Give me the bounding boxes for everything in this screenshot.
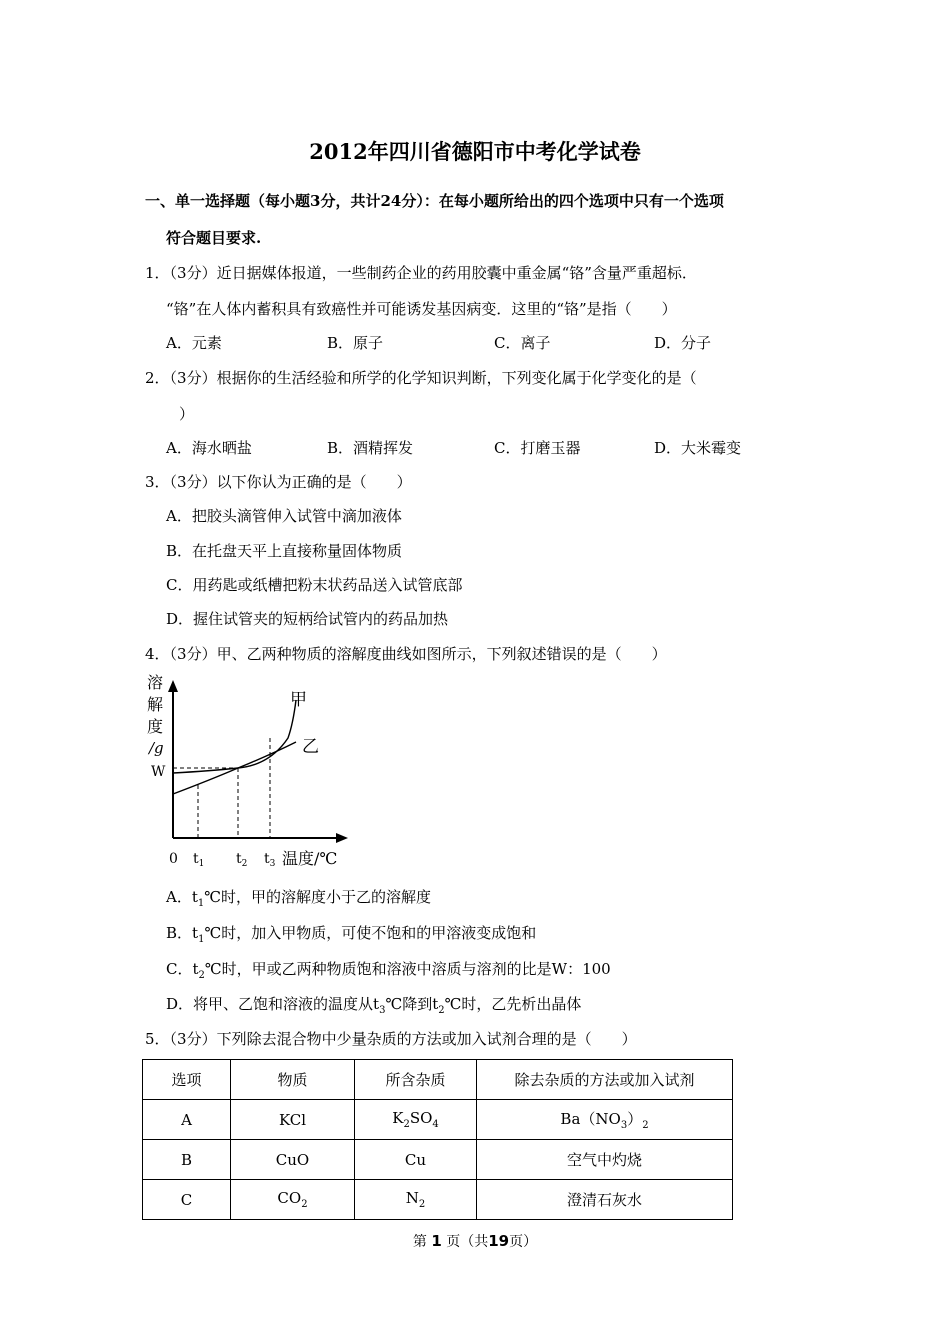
x-axis-arrow [336,833,348,843]
table-cell-option: A [143,1100,231,1140]
q3-option-d[interactable]: D．握住试管夹的短柄给试管内的药品加热 [166,610,449,628]
page-number: 1 [431,1232,442,1250]
table-header-cell: 所含杂质 [355,1060,477,1100]
q5-table [142,1059,733,1220]
y-axis-label-4: /g [149,739,164,757]
q4-option-c[interactable]: C．$t_2℃$时，甲或乙两种物质饱和溶液中溶质与溶剂的比是W：100 [166,960,611,981]
table-cell-method: $Ba(NO_3)_2$ [477,1100,733,1140]
table-header-cell: 选项 [143,1060,231,1100]
origin-label: 0 [169,851,178,867]
q4-option-a[interactable]: A．$t_1℃$时，甲的溶解度小于乙的溶解度 [166,888,432,909]
table-cell-impurity: Cu [355,1140,477,1180]
tick-t3: $t_3$ [264,851,276,869]
question-3: 3．（3分）以下你认为正确的是（ ） [145,473,412,491]
q3-option-c[interactable]: C．用药匙或纸槽把粉末状药品送入试管底部 [166,576,463,594]
curve-jia-label: 甲 [290,690,307,710]
table-cell-option: B [143,1140,231,1180]
page-total: 19 [488,1232,510,1250]
q1-option-d[interactable]: D．分子 [654,334,712,352]
y-axis-label-1: 溶 [147,673,164,692]
page-footer: 第 1 页（共19页） [412,1232,538,1250]
table-cell-substance: $CO_2$ [231,1180,355,1220]
q1-option-a[interactable]: A．元素 [166,334,222,352]
table-cell-impurity: $K_2SO_4$ [355,1100,477,1140]
table-row [143,1180,733,1220]
question-1: 1．（3分）近日据媒体报道，一些制药企业的药用胶囊中重金属“铬”含量严重超标． [145,264,697,282]
section-heading: 一、单一选择题（每小题3分，共计24分）：在每小题所给出的四个选项中只有一个选项 [145,192,724,210]
table-header-row [143,1060,733,1100]
table-cell-substance: CuO [231,1140,355,1180]
q2-option-d[interactable]: D．大米霉变 [654,439,742,457]
w-label: W [151,764,166,780]
tick-t2: $t_2$ [236,851,248,869]
question-2-cont: ） [179,405,195,423]
q1-option-b[interactable]: B．原子 [327,334,384,352]
table-header-cell: 除去杂质的方法或加入试剂 [477,1060,733,1100]
q2-option-a[interactable]: A．海水晒盐 [166,439,252,457]
curve-yi-label: 乙 [302,737,319,757]
y-axis-label-2: 解 [147,695,164,714]
y-axis-label-3: 度 [147,717,164,736]
y-axis-arrow [168,680,178,692]
table-row [143,1140,733,1180]
table-cell-impurity: $N_2$ [355,1180,477,1220]
tick-t1: $t_1$ [193,851,205,869]
q2-option-b[interactable]: B．酒精挥发 [327,439,414,457]
q4-option-b[interactable]: B．$t_1℃$时，加入甲物质，可使不饱和的甲溶液变成饱和 [166,924,537,945]
q2-option-c[interactable]: C．打磨玉器 [494,439,581,457]
table-cell-option: C [143,1180,231,1220]
page-title: 2012年四川省德阳市中考化学试卷 [309,139,641,164]
question-1-cont: “铬”在人体内蓄积具有致癌性并可能诱发基因病变．这里的“铬”是指（ ） [166,300,677,318]
curve-jia [173,700,296,773]
question-2: 2．（3分）根据你的生活经验和所学的化学知识判断，下列变化属于化学变化的是（ [145,369,697,387]
table-cell-method: 空气中灼烧 [477,1140,733,1180]
section-heading-cont: 符合题目要求. [166,229,262,247]
table-row [143,1100,733,1140]
q3-option-a[interactable]: A．把胶头滴管伸入试管中滴加液体 [166,507,402,525]
question-4: 4．（3分）甲、乙两种物质的溶解度曲线如图所示，下列叙述错误的是（ ） [145,645,667,663]
q4-option-d[interactable]: D．将甲、乙饱和溶液的温度从$t_3℃$降到$t_2℃$时，乙先析出晶体 [166,995,582,1016]
x-axis-label: 温度/℃ [282,849,338,868]
table-cell-substance: KCl [231,1100,355,1140]
solubility-graph [140,672,370,872]
q1-option-c[interactable]: C．离子 [494,334,551,352]
q3-option-b[interactable]: B．在托盘天平上直接称量固体物质 [166,542,403,560]
question-5: 5．（3分）下列除去混合物中少量杂质的方法或加入试剂合理的是（ ） [145,1030,637,1048]
table-cell-method: 澄清石灰水 [477,1180,733,1220]
table-header-cell: 物质 [231,1060,355,1100]
